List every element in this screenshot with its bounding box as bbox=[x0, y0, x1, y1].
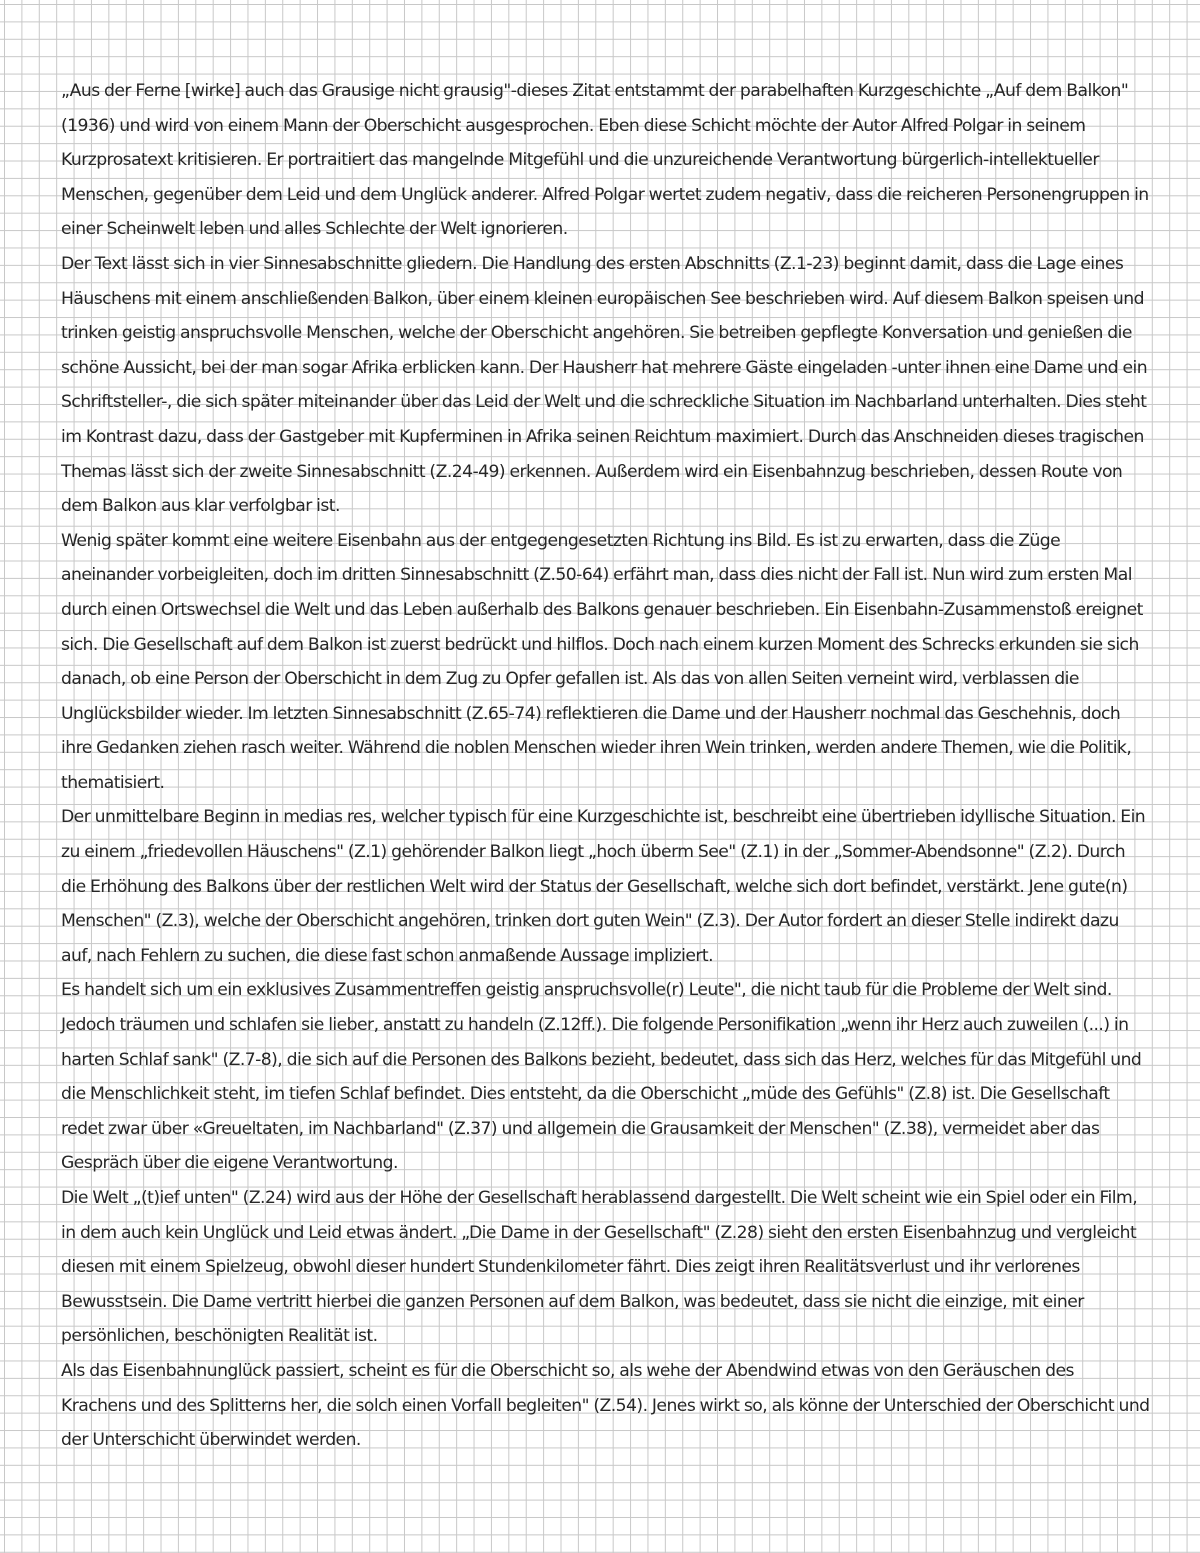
paragraph-structure-1: Der Text lässt sich in vier Sinnesabschnitte gliedern. Die Handlung des ersten Abschnitts (Z.1-23) beginnt damit, dass die Lage eines Häuschens mit einem anschließenden Balkon, über einem kleinen europäischen See beschrieben wird. Auf diesem Balkon speisen und trinken geistig anspruchsvolle Menschen, welche der Oberschicht angehören. Sie betreiben gepflegte Konversation und genießen die schöne Aussicht, bei der man sogar Afrika erblicken kann. Der Hausherr hat mehrere Gäste eingeladen -unter ihnen eine Dame und ein Schriftsteller-, die sich später miteinander über das Leid der Welt und die schreckliche Situation im Nachbarland unterhalten. Dies steht im Kontrast dazu, dass der Gastgeber mit Kupferminen in Afrika seinen Reichtum maximiert. Durch das Anschneiden dieses tragischen Themas lässt sich der zweite Sinnesabschnitt (Z.24-49) erkennen. Außerdem wird ein Eisenbahnzug beschrieben, dessen Route von dem Balkon aus klar verfolgbar ist. bbox=[61, 253, 1148, 517]
paragraph-analysis-2: Es handelt sich um ein exklusives Zusammentreffen geistig anspruchsvolle(r) Leute", die nicht taub für die Probleme der Welt sind. Jedoch träumen und schlafen sie lieber, anstatt zu handeln (Z.12ff.). Die folgende Personifikation „wenn ihr Herz auch zuweilen (...) in harten Schlaf sank" (Z.7-8), die sich auf die Personen des Balkons bezieht, bedeutet, dass sich das Herz, welches für das Mitgefühl und die Menschlichkeit steht, im tiefen Schlaf befindet. Dies entsteht, da die Oberschicht „müde des Gefühls" (Z.8) ist. Die Gesellschaft redet zwar über «Greueltaten, im Nachbarland" (Z.37) und allgemein die Grausamkeit der Menschen" (Z.38), vermeidet aber das Gespräch über die eigene Verantwortung. bbox=[61, 980, 1142, 1174]
paragraph-structure-2: Wenig später kommt eine weitere Eisenbahn aus der entgegengesetzten Richtung ins Bild. Es ist zu erwarten, dass die Züge aneinander vorbeigleiten, doch im dritten Sinnesabschnitt (Z.50-64) erfährt man, dass dies nicht der Fall ist. Nun wird zum ersten Mal durch einen Ortswechsel die Welt und das Leben außerhalb des Balkons genauer beschrieben. Ein Eisenbahn-Zusammenstoß ereignet sich. Die Gesellschaft auf dem Balkon ist zuerst bedrückt und hilflos. Doch nach einem kurzen Moment des Schrecks erkunden sie sich danach, ob eine Person der Oberschicht in dem Zug zu Opfer gefallen ist. Als das von allen Seiten verneint wird, verblassen die Unglücksbilder wieder. Im letzten Sinnesabschnitt (Z.65-74) reflektieren die Dame und der Hausherr nochmal das Geschehnis, doch ihre Gedanken ziehen rasch weiter. Während die noblen Menschen wieder ihren Wein trinken, werden andere Themen, wie die Politik, thematisiert. bbox=[61, 530, 1143, 793]
paragraph-analysis-4: Als das Eisenbahnunglück passiert, scheint es für die Oberschicht so, als wehe der Abendwind etwas von den Geräuschen des Krachens und des Splitterns her, die solch einen Vorfall begleiten" (Z.54). Jenes wirkt so, als könne der Unterschied der Oberschicht und der Unterschicht überwindet werden. bbox=[61, 1360, 1150, 1451]
paragraph-intro: „Aus der Ferne [wirke] auch das Grausige nicht grausig"-dieses Zitat entstammt der parabelhaften Kurzgeschichte „Auf dem Balkon" (1936) und wird von einem Mann der Oberschicht ausgesprochen. Eben diese Schicht möchte der Autor Alfred Polgar in seinem Kurzprosatext kritisieren. Er portraitiert das mangelnde Mitgefühl und die unzureichende Verantwortung bürgerlich-intellektueller Menschen, gegenüber dem Leid und dem Unglück anderer. Alfred Polgar wertet zudem negativ, dass die reicheren Personengruppen in einer Scheinwelt leben und alles Schlechte der Welt ignorieren. bbox=[61, 81, 1149, 240]
paragraph-analysis-3: Die Welt „(t)ief unten" (Z.24) wird aus der Höhe der Gesellschaft herablassend dargestellt. Die Welt scheint wie ein Spiel oder ein Film, in dem auch kein Unglück und Leid etwas ändert. „Die Dame in der Gesellschaft" (Z.28) sieht den ersten Eisenbahnzug und vergleicht diesen mit einem Spielzeug, obwohl dieser hundert Stundenkilometer fährt. Dies zeigt ihren Realitätsverlust und ihr verlorenes Bewusstsein. Die Dame vertritt hierbei die ganzen Personen auf dem Balkon, was bedeutet, dass sie nicht die einzige, mit einer persönlichen, beschönigten Realität ist. bbox=[61, 1188, 1138, 1347]
paragraph-analysis-1: Der unmittelbare Beginn in medias res, welcher typisch für eine Kurzgeschichte ist, beschreibt eine übertrieben idyllische Situation. Ein zu einem „friedevollen Häuschens" (Z.1) gehörender Balkon liegt „hoch überm See" (Z.1) in der „Sommer-Abendsonne" (Z.2). Durch die Erhöhung des Balkons über der restlichen Welt wird der Status der Gesellschaft, welche sich dort befindet, verstärkt. Jene gute(n) Menschen" (Z.3), welche der Oberschicht angehören, trinken dort guten Wein" (Z.3). Der Autor fordert an dieser Stelle indirekt dazu auf, nach Fehlern zu suchen, die diese fast schon anmaßende Aussage impliziert. bbox=[61, 807, 1146, 966]
essay-text bbox=[61, 74, 1153, 1458]
